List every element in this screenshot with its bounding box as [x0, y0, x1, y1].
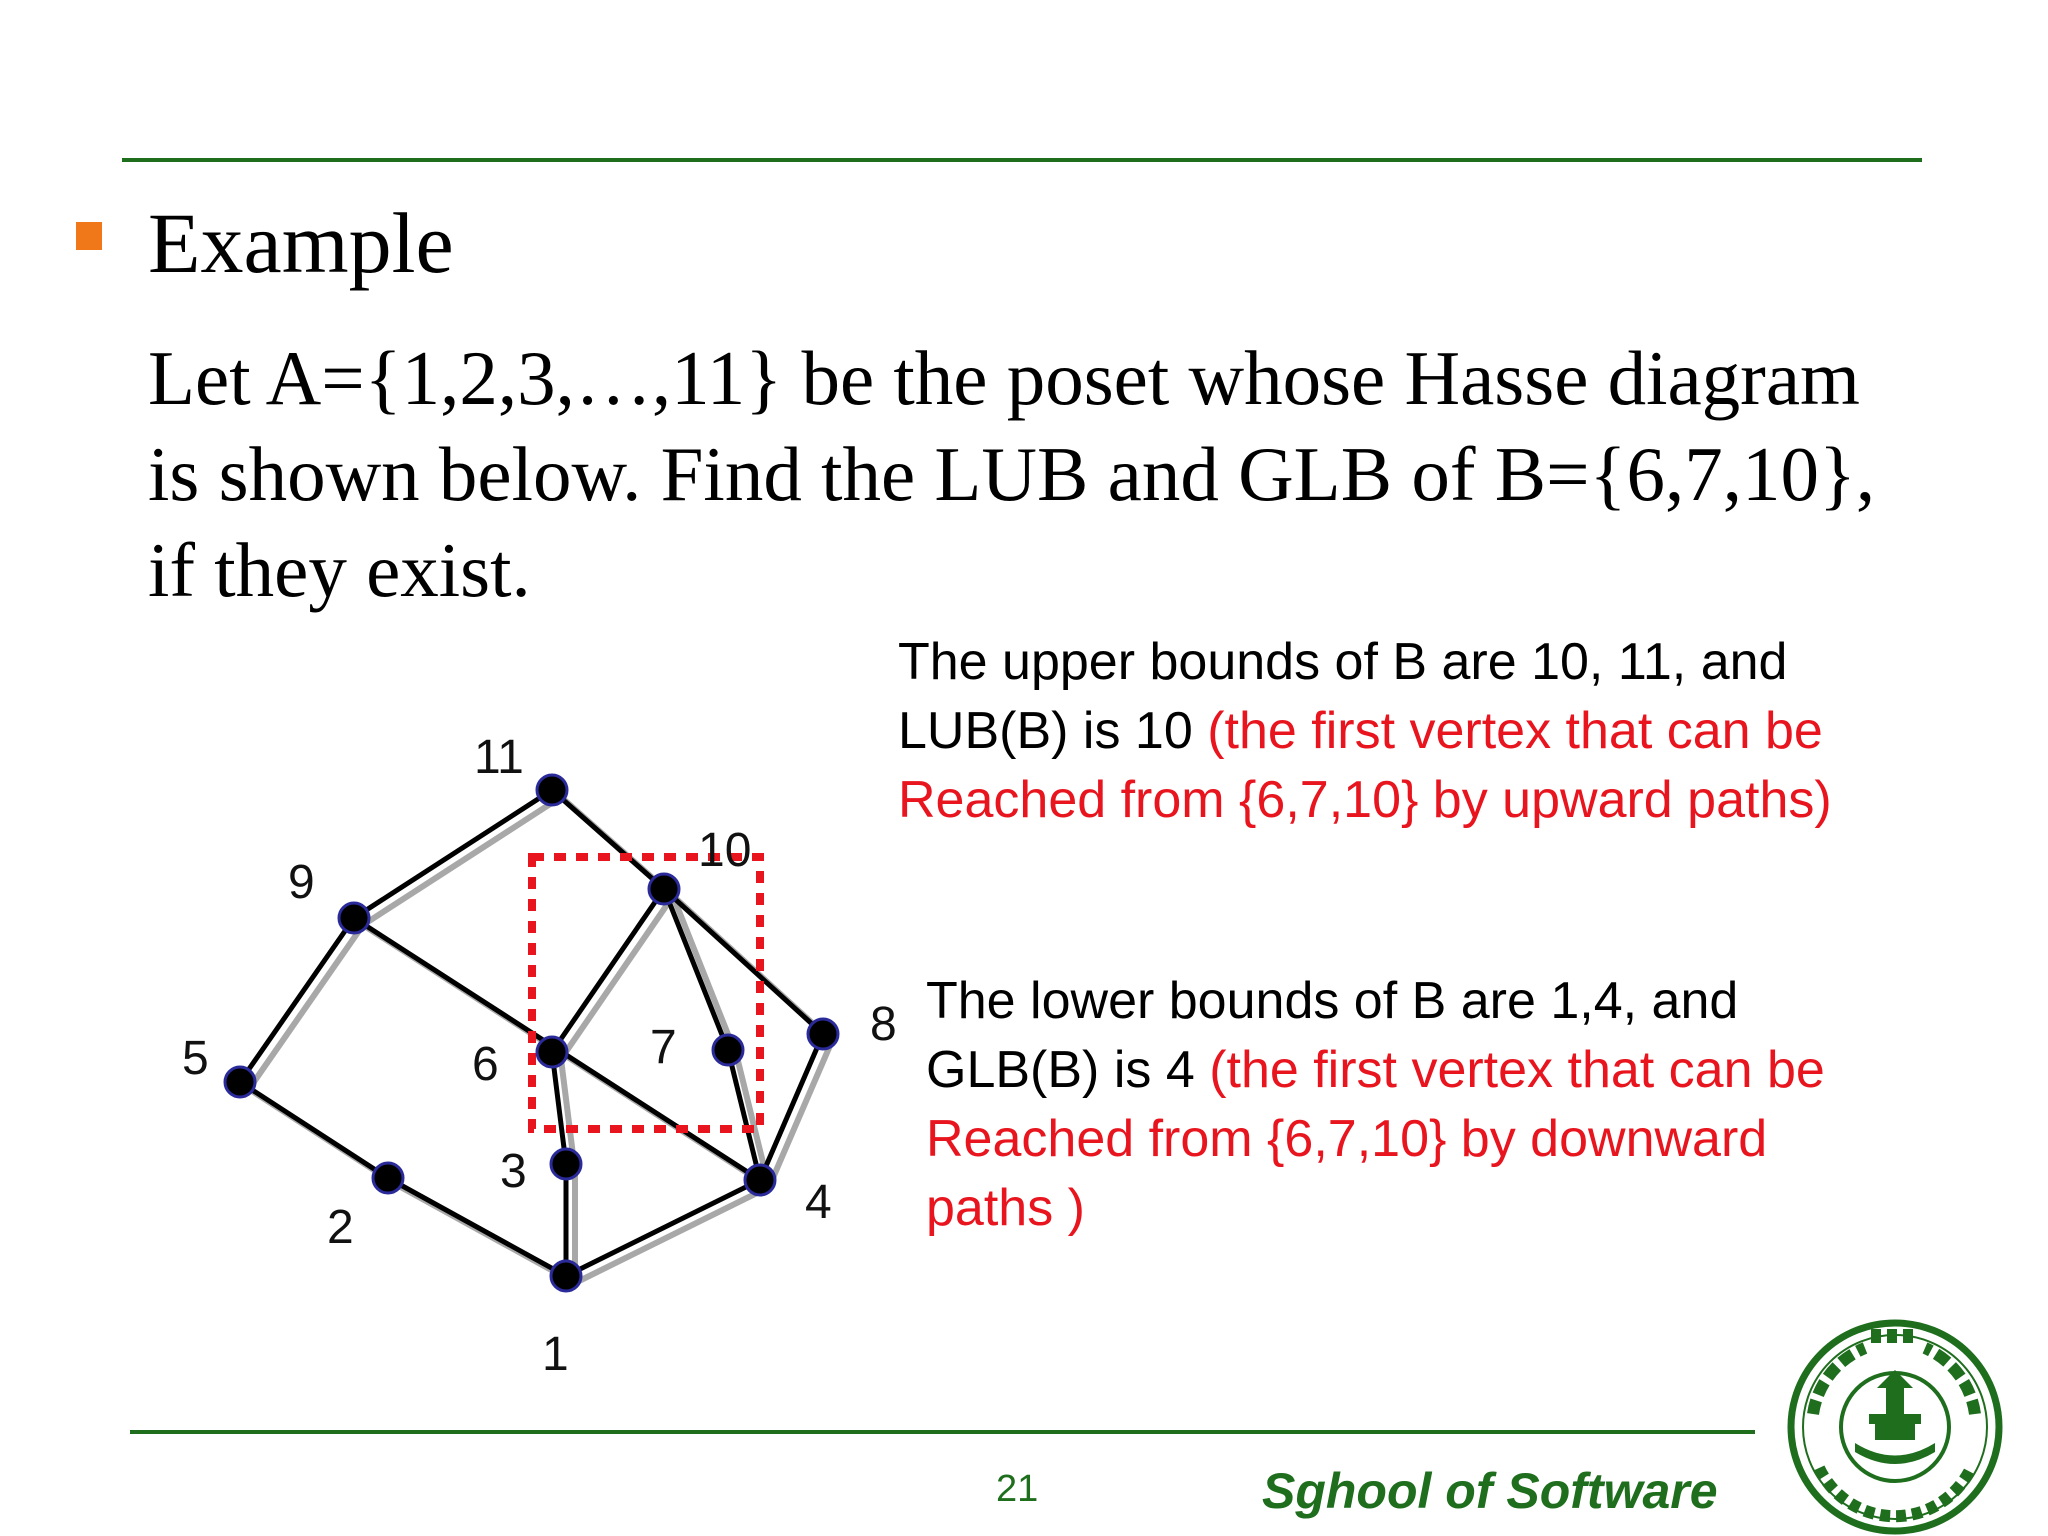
- edge-4-8: [760, 1034, 823, 1180]
- vertex-5: [225, 1067, 255, 1097]
- vertex-label-1: 1: [542, 1328, 569, 1381]
- vertex-label-3: 3: [500, 1145, 527, 1198]
- bottom-divider: [130, 1430, 1755, 1434]
- vertex-7: [713, 1035, 743, 1065]
- lower-note-line-4: paths ): [926, 1179, 1085, 1237]
- vertex-2: [373, 1163, 403, 1193]
- upper-note-line-3: Reached from {6,7,10} by upward paths): [898, 771, 1832, 829]
- edge-shadow-5-9: [249, 925, 363, 1089]
- vertex-6: [537, 1037, 567, 1067]
- edge-1-4: [566, 1180, 760, 1276]
- edge-9-11: [354, 790, 552, 918]
- edge-1-2: [388, 1178, 566, 1276]
- edge-2-5: [240, 1082, 388, 1178]
- upper-note-line-2-black: LUB(B) is 10: [898, 702, 1208, 760]
- upper-note-line-2-red: (the first vertex that can be: [1207, 702, 1823, 760]
- edge-11-10: [552, 790, 664, 889]
- vertex-8: [808, 1019, 838, 1049]
- hasse-diagram: [0, 0, 960, 1400]
- footer-school-name: Sghool of Software: [1262, 1463, 1718, 1519]
- slide-heading: Example: [148, 195, 454, 291]
- vertex-10: [649, 874, 679, 904]
- vertex-11: [537, 775, 567, 805]
- upper-note-line-2: [898, 697, 1832, 766]
- edge-5-9: [240, 918, 354, 1082]
- problem-line-2: is shown below. Find the LUB and GLB of B={6,7,10},: [148, 431, 1876, 517]
- vertex-label-2: 2: [327, 1201, 354, 1254]
- vertex-label-4: 4: [805, 1176, 832, 1229]
- vertex-1: [551, 1261, 581, 1291]
- university-seal-icon: [1785, 1318, 2005, 1536]
- upper-note-line-1: The upper bounds of B are 10, 11, and: [898, 633, 1788, 691]
- lower-note-line-2-black: GLB(B) is 4: [926, 1041, 1210, 1099]
- edge-10-6: [552, 889, 664, 1052]
- vertex-3: [551, 1149, 581, 1179]
- vertex-label-10: 10: [698, 824, 752, 877]
- lower-note-line-2-red: (the first vertex that can be: [1209, 1041, 1825, 1099]
- problem-line-1: Let A={1,2,3,…,11} be the poset whose Hasse diagram: [148, 335, 1860, 421]
- upper-bounds-note: [898, 628, 1832, 835]
- edge-shadow-10-7: [673, 896, 737, 1057]
- edge-shadow-4-8: [769, 1041, 832, 1187]
- lower-bounds-note: [926, 967, 1825, 1243]
- page-number: 21: [996, 1468, 1039, 1510]
- edge-shadow-1-4: [575, 1187, 769, 1283]
- problem-line-3: if they exist.: [148, 527, 531, 613]
- vertex-label-6: 6: [472, 1038, 499, 1091]
- lower-note-line-2: [926, 1036, 1825, 1105]
- vertex-label-8: 8: [870, 998, 897, 1051]
- vertex-label-5: 5: [182, 1032, 209, 1085]
- vertex-label-9: 9: [288, 856, 315, 909]
- lower-note-line-1: The lower bounds of B are 1,4, and: [926, 972, 1739, 1030]
- vertex-4: [745, 1165, 775, 1195]
- lower-note-line-3: Reached from {6,7,10} by downward: [926, 1110, 1768, 1168]
- vertex-9: [339, 903, 369, 933]
- edge-10-8: [664, 889, 823, 1034]
- vertex-label-7: 7: [650, 1021, 677, 1074]
- vertex-label-11: 11: [474, 731, 524, 784]
